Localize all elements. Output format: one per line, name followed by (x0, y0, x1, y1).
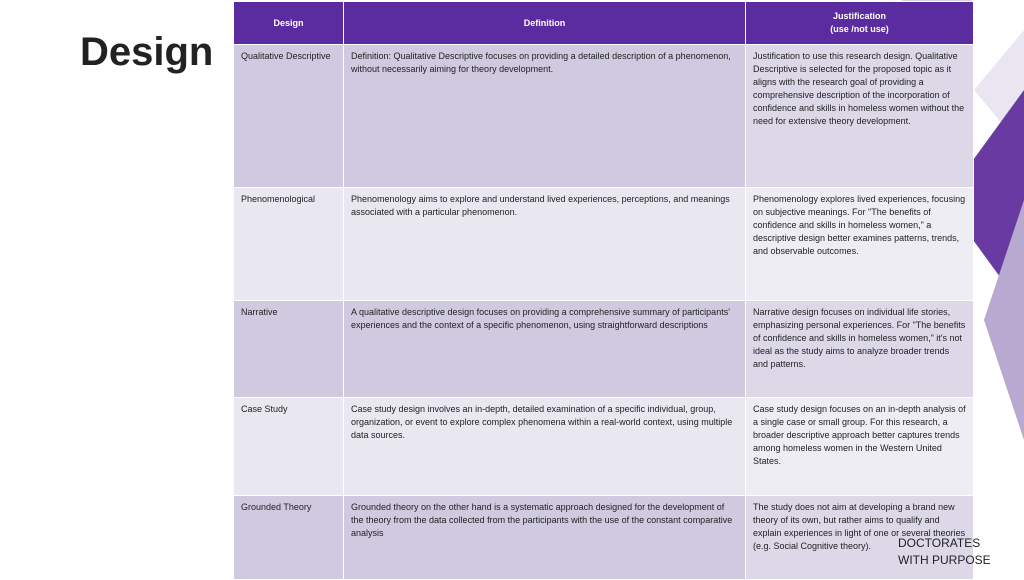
cell-justification: The study does not aim at developing a brand new theory of its own, but rather aims to qualify and explain experiences in light of one or several theories (e.g. Social Cognitive theory). (746, 496, 974, 580)
cell-justification: Justification to use this research design. Qualitative Descriptive is selected for the proposed topic as it aligns with the research goal of providing a comprehensive description of the incorporation of confidence and skills in homeless women without the need for extensive theory development. (746, 45, 974, 188)
header-justification (746, 2, 974, 45)
cell-definition: Definition: Qualitative Descriptive focuses on providing a detailed description of a phenomenon, without necessarily aiming for theory development. (344, 45, 746, 188)
table-row (234, 188, 974, 301)
cell-justification: Narrative design focuses on individual life stories, emphasizing personal experiences. For "The benefits of confidence and skills in homeless women," it's not ideal as the study aims to analyze broader trends and patterns. (746, 301, 974, 398)
slide-title: Design (80, 30, 214, 74)
table-header-row (234, 2, 974, 45)
cell-justification: Phenomenology explores lived experiences, focusing on subjective meanings. For "The benefits of confidence and skills in homeless women," a descriptive design better examines patterns, trends, and observable outcomes. (746, 188, 974, 301)
cell-definition: A qualitative descriptive design focuses on providing a comprehensive summary of participants' experiences and the context of a specific phenomenon, using straightforward descriptions (344, 301, 746, 398)
cell-design: Narrative (234, 301, 344, 398)
cell-design: Phenomenological (234, 188, 344, 301)
header-definition: Definition (344, 2, 746, 45)
cell-definition: Grounded theory on the other hand is a systematic approach designed for the development of the theory from the data collected from the participants with the use of the constant comparative analysis (344, 496, 746, 580)
brand-footer (898, 535, 991, 569)
brand-line2: WITH PURPOSE (898, 553, 991, 567)
decorative-triangle-lavender (984, 200, 1024, 440)
design-comparison-table (233, 1, 974, 580)
table-row (234, 398, 974, 496)
cell-definition: Case study design involves an in-depth, detailed examination of a specific individual, group, organization, or event to explore complex phenomena within a real-world context, using multiple data sources. (344, 398, 746, 496)
table-row (234, 496, 974, 580)
table-row (234, 45, 974, 188)
header-design: Design (234, 2, 344, 45)
cell-definition: Phenomenology aims to explore and understand lived experiences, perceptions, and meanings associated with a particular phenomenon. (344, 188, 746, 301)
cell-justification: Case study design focuses on an in-depth analysis of a single case or small group. For this research, a broader descriptive approach better captures trends among homeless women in the Western United States. (746, 398, 974, 496)
table-row (234, 301, 974, 398)
header-justification-line2: (use /not use) (830, 24, 889, 34)
header-justification-line1: Justification (832, 11, 886, 21)
brand-line1: DOCTORATES (898, 536, 981, 550)
cell-design: Qualitative Descriptive (234, 45, 344, 188)
cell-design: Case Study (234, 398, 344, 496)
cell-design: Grounded Theory (234, 496, 344, 580)
